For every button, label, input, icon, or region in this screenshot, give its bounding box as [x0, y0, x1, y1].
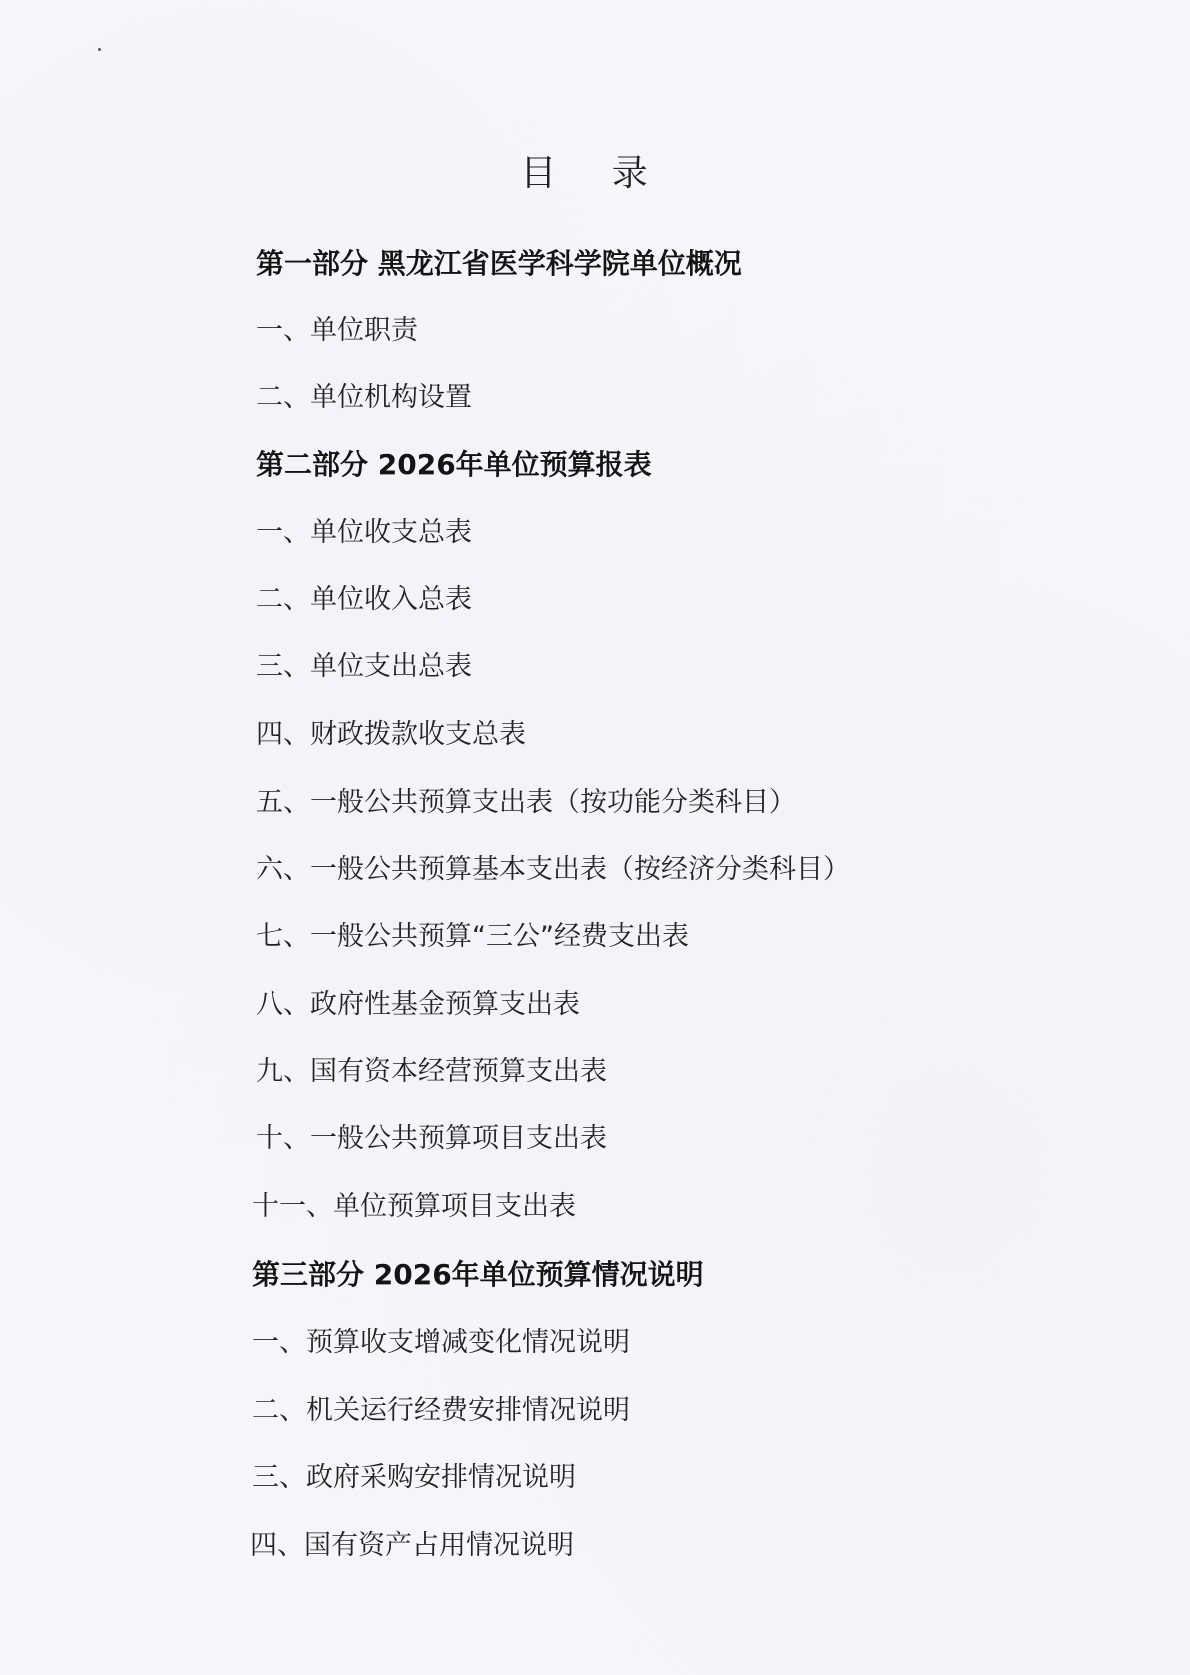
- toc-item[interactable]: 二、机关运行经费安排情况说明: [252, 1395, 630, 1426]
- toc-item[interactable]: 二、单位机构设置: [256, 382, 472, 413]
- toc-item[interactable]: 三、政府采购安排情况说明: [252, 1462, 576, 1493]
- toc-item[interactable]: 七、一般公共预算“三公”经费支出表: [256, 921, 689, 952]
- part-3-heading[interactable]: 第三部分 2026年单位预算情况说明: [252, 1258, 704, 1291]
- toc-item[interactable]: 五、一般公共预算支出表（按功能分类科目）: [256, 787, 796, 818]
- toc-item[interactable]: 一、单位收支总表: [256, 517, 472, 548]
- toc-item[interactable]: 三、单位支出总表: [256, 651, 472, 682]
- toc-item[interactable]: 四、国有资产占用情况说明: [250, 1530, 574, 1561]
- toc-item[interactable]: 六、一般公共预算基本支出表（按经济分类科目）: [256, 854, 850, 885]
- toc-item[interactable]: 二、单位收入总表: [256, 584, 472, 615]
- toc-item[interactable]: 十一、单位预算项目支出表: [252, 1191, 576, 1222]
- toc-item[interactable]: 九、国有资本经营预算支出表: [256, 1056, 607, 1087]
- part-1-heading[interactable]: 第一部分 黑龙江省医学科学院单位概况: [256, 247, 742, 280]
- toc-title: 目 录: [520, 153, 670, 194]
- toc-item[interactable]: 一、单位职责: [256, 315, 418, 346]
- part-2-heading[interactable]: 第二部分 2026年单位预算报表: [256, 448, 652, 481]
- toc-item[interactable]: 十、一般公共预算项目支出表: [256, 1123, 607, 1154]
- toc-item[interactable]: 四、财政拨款收支总表: [256, 719, 526, 750]
- toc-item[interactable]: 八、政府性基金预算支出表: [256, 989, 580, 1020]
- toc-item[interactable]: 一、预算收支增减变化情况说明: [252, 1327, 630, 1358]
